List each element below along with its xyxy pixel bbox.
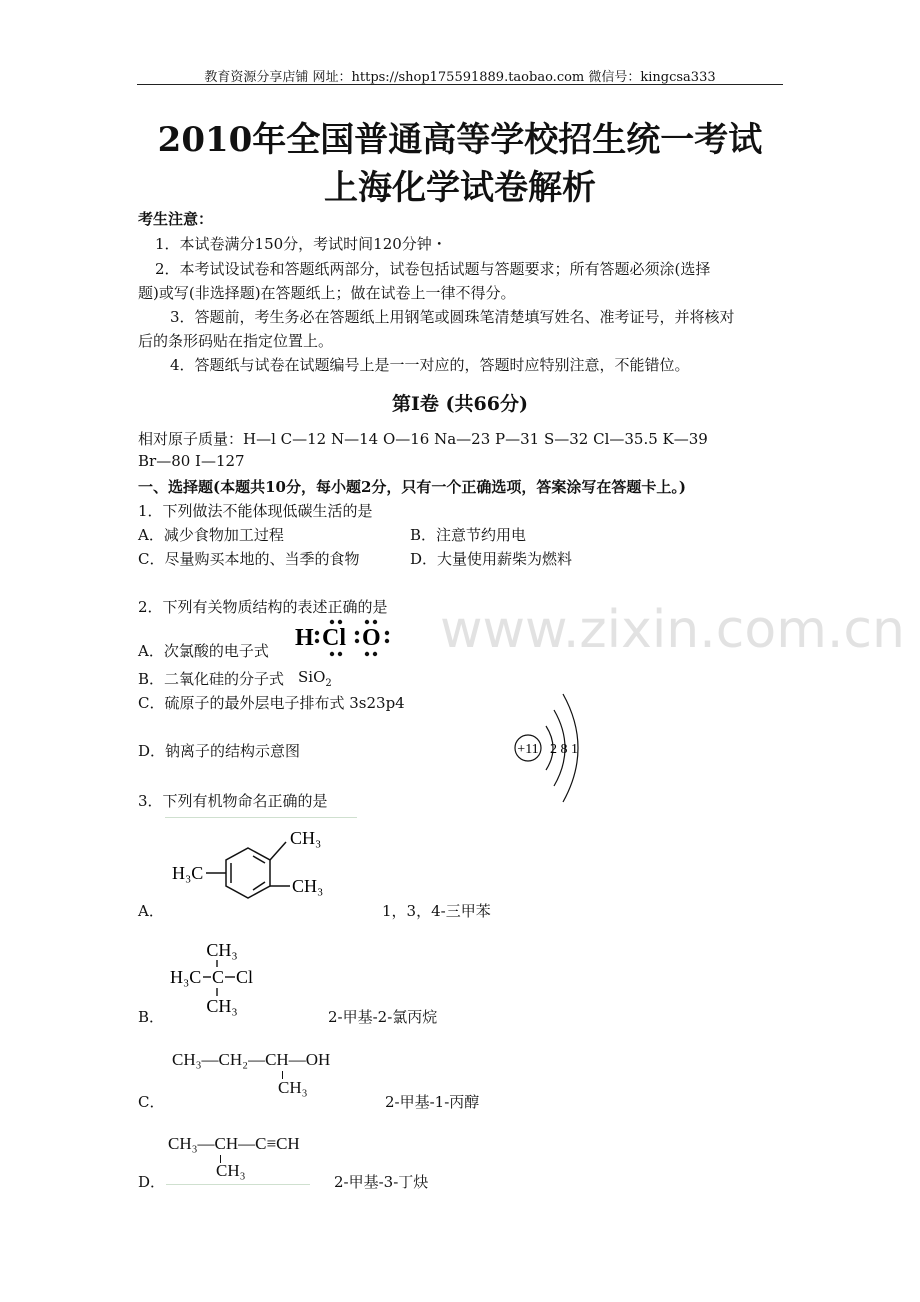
header-divider bbox=[137, 84, 783, 85]
q1-option-c: C．尽量购买本地的、当季的食物 bbox=[138, 550, 360, 568]
section-title: 第Ⅰ卷 (共66分) bbox=[392, 393, 528, 415]
struct-a-top: CH₃ bbox=[290, 828, 322, 848]
q3-b-structure bbox=[168, 936, 278, 1020]
sodium-structure-diagram bbox=[506, 684, 596, 806]
notice-item-4: 4．答题纸与试卷在试题编号上是一一对应的，答题时应特别注意，不能错位。 bbox=[170, 356, 690, 374]
struct-d-bottom-rule bbox=[166, 1184, 310, 1185]
struct-b-left: H₃C bbox=[170, 967, 202, 987]
q3-option-a-name: 1，3，4-三甲苯 bbox=[382, 902, 491, 920]
q1-stem: 1．下列做法不能体现低碳生活的是 bbox=[138, 502, 373, 520]
notice-item-2-cont: 题)或写(非选择题)在答题纸上；做在试卷上一律不得分。 bbox=[138, 284, 516, 302]
q1-option-a: A．减少食物加工过程 bbox=[138, 526, 284, 544]
notice-item-3: 3．答题前，考生务必在答题纸上用钢笔或圆珠笔清楚填写姓名、准考证号，并将核对 bbox=[170, 308, 735, 326]
electron-shells: 2 8 1 bbox=[550, 742, 578, 757]
nucleus-charge: +11 bbox=[517, 742, 539, 757]
q3-option-c: C． bbox=[138, 1093, 165, 1111]
struct-b-bottom: CH₃ bbox=[206, 996, 238, 1016]
hclo-h: H bbox=[295, 625, 314, 651]
notice-item-1: 1．本试卷满分150分，考试时间120分钟・ bbox=[155, 235, 447, 253]
struct-a-top-rule bbox=[165, 817, 357, 818]
q3-option-b-name: 2-甲基-2-氯丙烷 bbox=[328, 1008, 438, 1026]
struct-a-right: CH₃ bbox=[292, 876, 324, 896]
q3-option-a: A． bbox=[138, 902, 164, 920]
q2-option-b: B．二氧化硅的分子式 bbox=[138, 670, 285, 688]
hclo-cl: Cl bbox=[322, 625, 346, 651]
struct-d-branch: CH₃ bbox=[216, 1161, 246, 1180]
q3-option-c-name: 2-甲基-1-丙醇 bbox=[385, 1093, 480, 1111]
document-subtitle: 上海化学试卷解析 bbox=[324, 168, 596, 208]
sio2-main: SiO bbox=[298, 668, 326, 686]
page-header: 教育资源分享店铺 网址：https://shop175591889.taobao.com 微信号：kingcsa333 bbox=[204, 70, 716, 85]
hclo-electron-formula bbox=[292, 616, 402, 658]
struct-c-main: CH₃—CH₂—CH—OH bbox=[172, 1050, 331, 1069]
sio2-subscript: 2 bbox=[325, 678, 332, 689]
atomic-masses: 相对原子质量：H—l C—12 N—14 O—16 Na—23 P—31 S—32 Cl—35.5 K—39 bbox=[138, 430, 708, 448]
notice-heading: 考生注意： bbox=[138, 210, 214, 228]
sio2-formula bbox=[298, 668, 332, 689]
struct-c-branch: CH₃ bbox=[278, 1078, 308, 1097]
document-title: 2010年全国普通高等学校招生统一考试 bbox=[157, 120, 763, 160]
struct-b-center: C bbox=[212, 967, 225, 987]
q3-stem: 3．下列有机物命名正确的是 bbox=[138, 792, 328, 810]
struct-a-left: H₃C bbox=[172, 863, 204, 883]
part-one-heading: 一、选择题(本题共10分，每小题2分，只有一个正确选项，答案涂写在答题卡上。) bbox=[138, 478, 687, 496]
struct-b-top: CH₃ bbox=[206, 940, 238, 960]
notice-item-2: 2．本考试设试卷和答题纸两部分，试卷包括试题与答题要求；所有答题必须涂(选择 bbox=[155, 260, 711, 278]
q2-option-c: C．硫原子的最外层电子排布式 3s23p4 bbox=[138, 694, 405, 712]
q3-a-structure bbox=[168, 820, 368, 920]
watermark: www.zixin.com.cn bbox=[440, 600, 905, 660]
q1-option-b: B．注意节约用电 bbox=[410, 526, 527, 544]
q2-option-d: D．钠离子的结构示意图 bbox=[138, 742, 301, 760]
q1-option-d: D．大量使用薪柴为燃料 bbox=[410, 550, 573, 568]
hclo-o: O bbox=[362, 625, 381, 651]
q3-option-d-name: 2-甲基-3-丁炔 bbox=[334, 1173, 429, 1191]
q2-stem: 2．下列有关物质结构的表述正确的是 bbox=[138, 598, 388, 616]
q2-option-a: A．次氯酸的电子式 bbox=[138, 642, 269, 660]
q3-option-b: B． bbox=[138, 1008, 165, 1026]
atomic-masses-cont: Br—80 I—127 bbox=[138, 452, 245, 470]
struct-b-right: Cl bbox=[236, 967, 254, 987]
notice-item-3-cont: 后的条形码贴在指定位置上。 bbox=[138, 332, 334, 350]
struct-d-main: CH₃—CH—C≡CH bbox=[168, 1134, 300, 1153]
q3-option-d: D． bbox=[138, 1173, 166, 1191]
